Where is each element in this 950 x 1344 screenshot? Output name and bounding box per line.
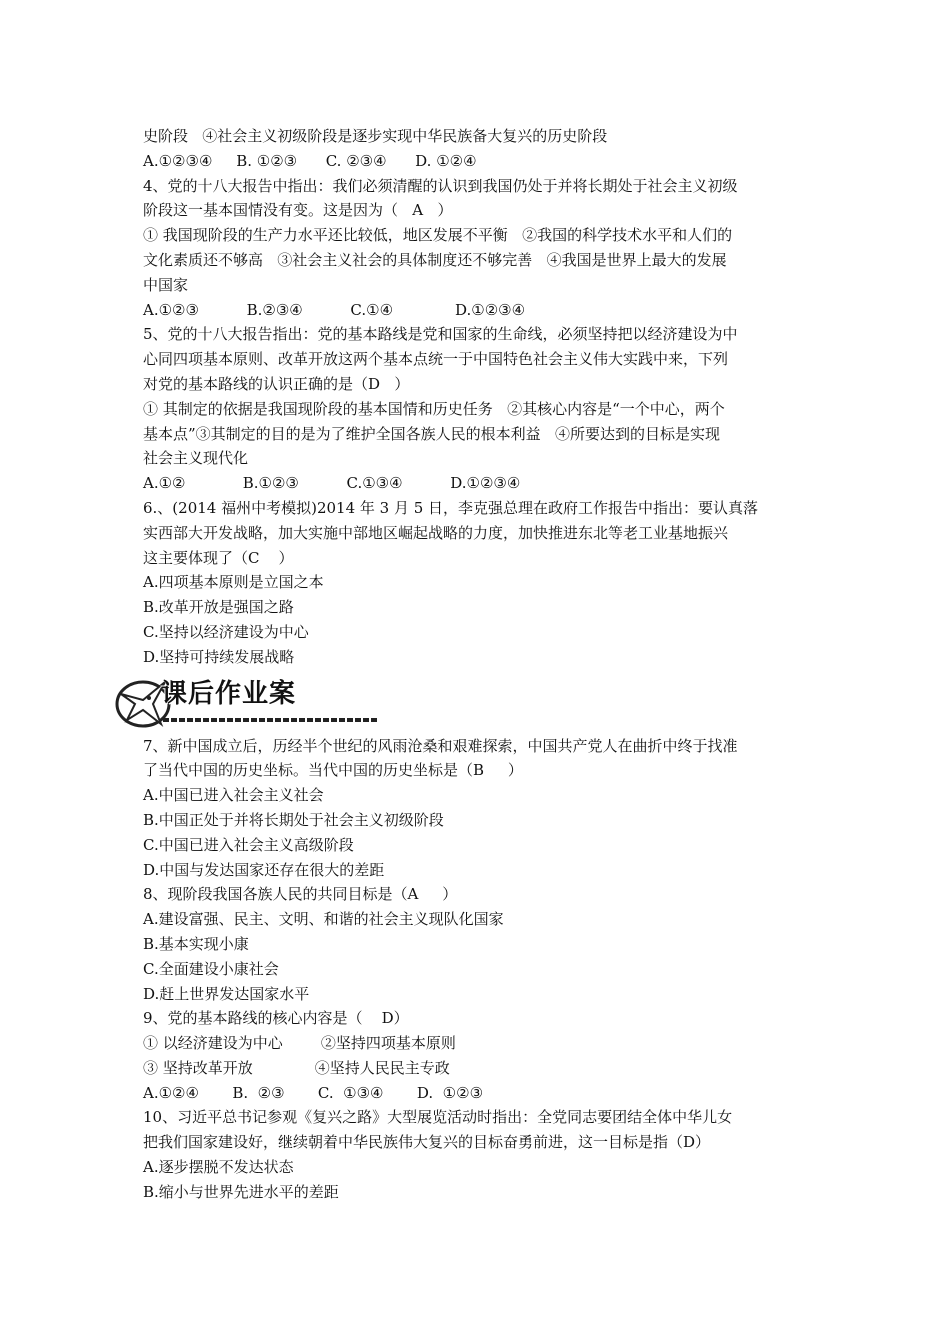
text-line: B.中国正处于并将长期处于社会主义初级阶段 [143, 810, 444, 829]
text-line: C.坚持以经济建设为中心 [143, 622, 309, 641]
question-block-top [143, 124, 823, 670]
banner-underline [163, 718, 378, 722]
text-line: D.赶上世界发达国家水平 [143, 984, 310, 1003]
text-line: D.中国与发达国家还存在很大的差距 [143, 860, 385, 879]
text-line: 文化素质还不够高 ③社会主义社会的具体制度还不够完善 ④我国是世界上最大的发展 [143, 250, 727, 269]
text-line: 史阶段 ④社会主义初级阶段是逐步实现中华民族备大复兴的历史阶段 [143, 127, 608, 145]
text-line: 中国家 [143, 275, 189, 294]
text-line: 9、党的基本路线的核心内容是（ D） [143, 1009, 409, 1028]
text-line: 8、现阶段我国各族人民的共同目标是（A ） [143, 885, 458, 904]
banner-title: 课后作业案 [161, 678, 297, 709]
text-line: 把我们国家建设好，继续朝着中华民族伟大复兴的目标奋勇前进，这一目标是指（D） [143, 1133, 711, 1152]
text-line: 这主要体现了（C ） [143, 548, 294, 567]
text-line: 4、党的十八大报告中指出：我们必须清醒的认识到我国仍处于并将长期处于社会主义初级 [143, 176, 738, 195]
text-line: 10、习近平总书记参观《复兴之路》大型展览活动时指出：全党同志要团结全体中华儿女 [143, 1108, 733, 1127]
text-line: B.基本实现小康 [143, 934, 249, 953]
text-line: A.建设富强、民主、文明、和谐的社会主义现队化国家 [143, 910, 504, 929]
text-line: 基本点”③其制定的目的是为了维护全国各族人民的根本利益 ④所要达到的目标是实现 [143, 424, 720, 443]
text-line: A.中国已进入社会主义社会 [143, 786, 324, 805]
text-line: C.全面建设小康社会 [143, 959, 279, 978]
text-line: 心同四项基本原则、改革开放这两个基本点统一于中国特色社会主义伟大实践中来，下列 [143, 350, 729, 369]
text-line: ③ 坚持改革开放 ④坚持人民民主专政 [143, 1058, 450, 1077]
text-line: D.坚持可持续发展战略 [143, 647, 295, 666]
text-line: C.中国已进入社会主义高级阶段 [143, 835, 354, 854]
text-line: A.逐步摆脱不发达状态 [143, 1158, 294, 1177]
text-line: A.①②③ B.②③④ C.①④ D.①②③④ [143, 300, 526, 319]
homework-banner [113, 674, 393, 732]
text-line: A.①②④ B. ②③ C. ①③④ D. ①②③ [143, 1083, 484, 1102]
text-line: A.①②③④ B. ①②③ C. ②③④ D. ①②④ [143, 151, 477, 170]
text-line: A.①② B.①②③ C.①③④ D.①②③④ [143, 474, 521, 493]
text-line: A.四项基本原则是立国之本 [143, 573, 324, 592]
question-block-bottom [143, 734, 823, 1205]
text-line: 对党的基本路线的认识正确的是（D ） [143, 374, 410, 393]
text-line: 了当代中国的历史坐标。当代中国的历史坐标是（B ） [143, 761, 523, 780]
text-line: B.缩小与世界先进水平的差距 [143, 1182, 339, 1201]
text-line: 6.、(2014 福州中考模拟)2014 年 3 月 5 日，李克强总理在政府工作报告中指出：要认真落 [143, 498, 759, 517]
document-page [143, 124, 823, 1205]
text-line: 5、党的十八大报告指出：党的基本路线是党和国家的生命线，必须坚持把以经济建设为中 [143, 325, 738, 344]
text-line: ① 以经济建设为中心 ②坚持四项基本原则 [143, 1034, 456, 1053]
text-line: 社会主义现代化 [143, 449, 249, 468]
text-line: 7、新中国成立后，历经半个世纪的风雨沧桑和艰难探索，中国共产党人在曲折中终于找准 [143, 736, 738, 755]
text-line: ① 我国现阶段的生产力水平还比较低，地区发展不平衡 ②我国的科学技术水平和人们的 [143, 226, 733, 245]
text-line: 阶段这一基本国情没有变。这是因为（ A ） [143, 201, 453, 220]
text-line: B.改革开放是强国之路 [143, 598, 294, 617]
text-line: ① 其制定的依据是我国现阶段的基本国情和历史任务 ②其核心内容是“一个中心，两个 [143, 399, 725, 418]
text-line: 实西部大开发战略，加大实施中部地区崛起战略的力度，加快推进东北等老工业基地振兴 [143, 523, 729, 542]
